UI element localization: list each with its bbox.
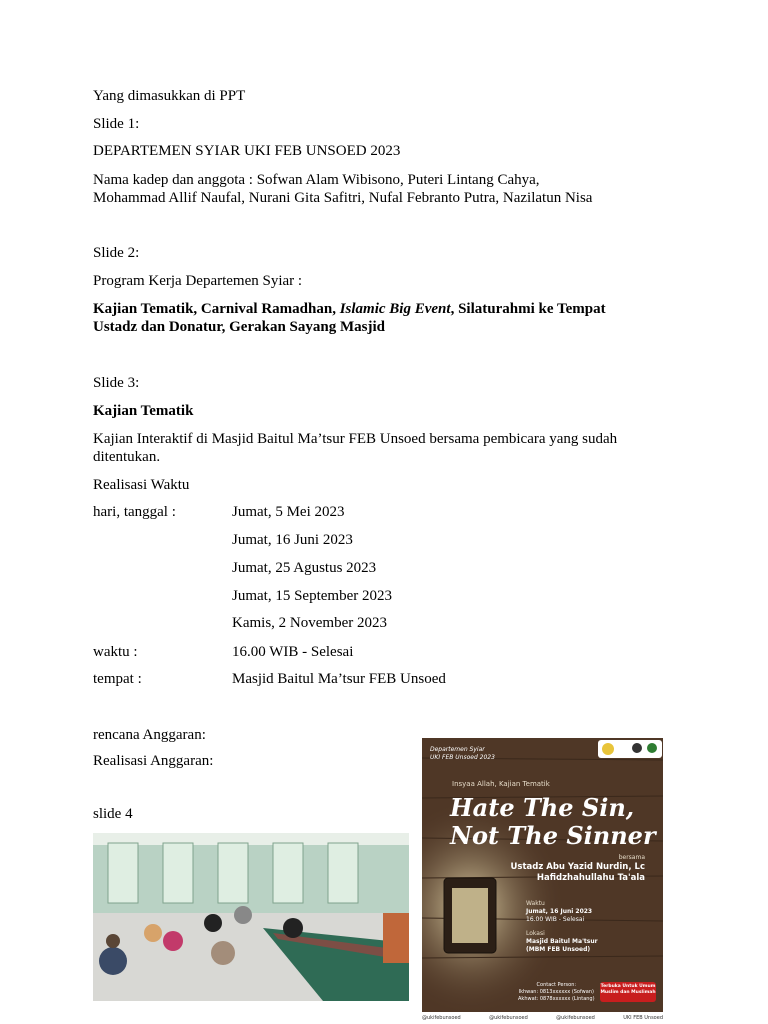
poster-contact bbox=[518, 982, 595, 1003]
poster-waktu-time: 16.00 WIB - Selesai bbox=[526, 916, 585, 923]
slide3-label: Slide 3: bbox=[93, 375, 140, 391]
slide2-programs-line2: Ustadz dan Donatur, Gerakan Sayang Masjid bbox=[93, 319, 385, 335]
poster-lokasi-line2: (MBM FEB Unsoed) bbox=[526, 946, 591, 953]
place-value: Masjid Baitul Ma’tsur FEB Unsoed bbox=[232, 671, 446, 687]
date-value: Jumat, 5 Mei 2023 bbox=[232, 504, 345, 520]
programs-text-italic: Islamic Big Event bbox=[339, 301, 451, 317]
social-handle: @ukifebunsoed bbox=[556, 1015, 595, 1021]
kajian-photo-illustration bbox=[93, 833, 409, 1001]
poster-speaker-line1: Ustadz Abu Yazid Nurdin, Lc bbox=[510, 862, 645, 872]
slide3-desc-line1: Kajian Interaktif di Masjid Baitul Ma’tsur FEB Unsoed bersama pembicara yang sudah bbox=[93, 431, 618, 447]
time-value: 16.00 WIB - Selesai bbox=[232, 644, 354, 660]
poster-contact-label: Contact Person: bbox=[536, 982, 577, 988]
programs-text-a: Kajian Tematik, Carnival Ramadhan, bbox=[93, 301, 340, 317]
slide1-label: Slide 1: bbox=[93, 116, 140, 132]
poster-org bbox=[430, 746, 495, 762]
social-handle: @ukifebunsoed bbox=[489, 1015, 528, 1021]
poster-contact-2: Akhwat: 0878xxxxxx (Lintang) bbox=[518, 996, 595, 1002]
date-value: Jumat, 15 September 2023 bbox=[232, 588, 392, 604]
poster-contact-1: Ikhwan: 0813xxxxxx (Sofwan) bbox=[518, 989, 594, 995]
poster-badge: Terbuka Untuk Umum Muslim dan Muslimah bbox=[600, 982, 656, 1002]
programs-text-c: , Silaturahmi ke Tempat bbox=[450, 301, 606, 317]
poster-socials bbox=[422, 1013, 663, 1023]
poster-org-line1: Departemen Syiar bbox=[430, 746, 485, 753]
slide2-heading: Program Kerja Departemen Syiar : bbox=[93, 273, 303, 289]
slide3-realisasi: Realisasi Waktu bbox=[93, 477, 190, 493]
poster-title bbox=[450, 794, 656, 850]
poster-intro: Insyaa Allah, Kajian Tematik bbox=[452, 780, 550, 788]
social-handle: UKI FEB Unsoed bbox=[623, 1015, 663, 1021]
poster-lokasi-line1: Masjid Baitul Ma'tsur bbox=[526, 938, 598, 945]
poster-bersama: bersama bbox=[618, 854, 645, 861]
poster-speaker-line2: Hafidzhahullahu Ta'ala bbox=[536, 873, 645, 883]
poster-title-line2: Not The Sinner bbox=[450, 821, 656, 850]
poster-lokasi-label: Lokasi bbox=[526, 930, 545, 937]
slide1-members-line2: Mohammad Allif Naufal, Nurani Gita Safitri, Nufal Febranto Putra, Nazilatun Nisa bbox=[93, 190, 593, 206]
poster-lokasi bbox=[526, 930, 598, 954]
poster-waktu-label: Waktu bbox=[526, 900, 545, 907]
date-value: Jumat, 16 Juni 2023 bbox=[232, 532, 353, 548]
social-handle: @ukifebunsoed bbox=[422, 1015, 461, 1021]
kajian-poster bbox=[422, 738, 663, 1012]
place-label: tempat : bbox=[93, 671, 142, 687]
poster-title-line1: Hate The Sin, bbox=[450, 793, 635, 822]
date-label: hari, tanggal : bbox=[93, 504, 176, 520]
budget-plan: rencana Anggaran: bbox=[93, 727, 206, 743]
slide4-label: slide 4 bbox=[93, 806, 133, 822]
slide3-desc-line2: ditentukan. bbox=[93, 449, 161, 465]
kajian-photo bbox=[93, 833, 409, 1001]
date-value: Jumat, 25 Agustus 2023 bbox=[232, 560, 377, 576]
time-label: waktu : bbox=[93, 644, 138, 660]
date-value: Kamis, 2 November 2023 bbox=[232, 615, 387, 631]
slide1-title: DEPARTEMEN SYIAR UKI FEB UNSOED 2023 bbox=[93, 143, 401, 159]
poster-waktu bbox=[526, 900, 592, 924]
poster-waktu-date: Jumat, 16 Juni 2023 bbox=[526, 908, 593, 915]
slide3-title: Kajian Tematik bbox=[93, 403, 194, 419]
slide2-programs-line1 bbox=[93, 300, 606, 318]
doc-header: Yang dimasukkan di PPT bbox=[93, 88, 246, 104]
budget-real: Realisasi Anggaran: bbox=[93, 753, 214, 769]
slide2-label: Slide 2: bbox=[93, 245, 140, 261]
poster-speaker bbox=[511, 862, 646, 884]
poster-org-line2: UKI FEB Unsoed 2023 bbox=[430, 754, 495, 761]
slide1-members-line1: Nama kadep dan anggota : Sofwan Alam Wibisono, Puteri Lintang Cahya, bbox=[93, 172, 540, 188]
